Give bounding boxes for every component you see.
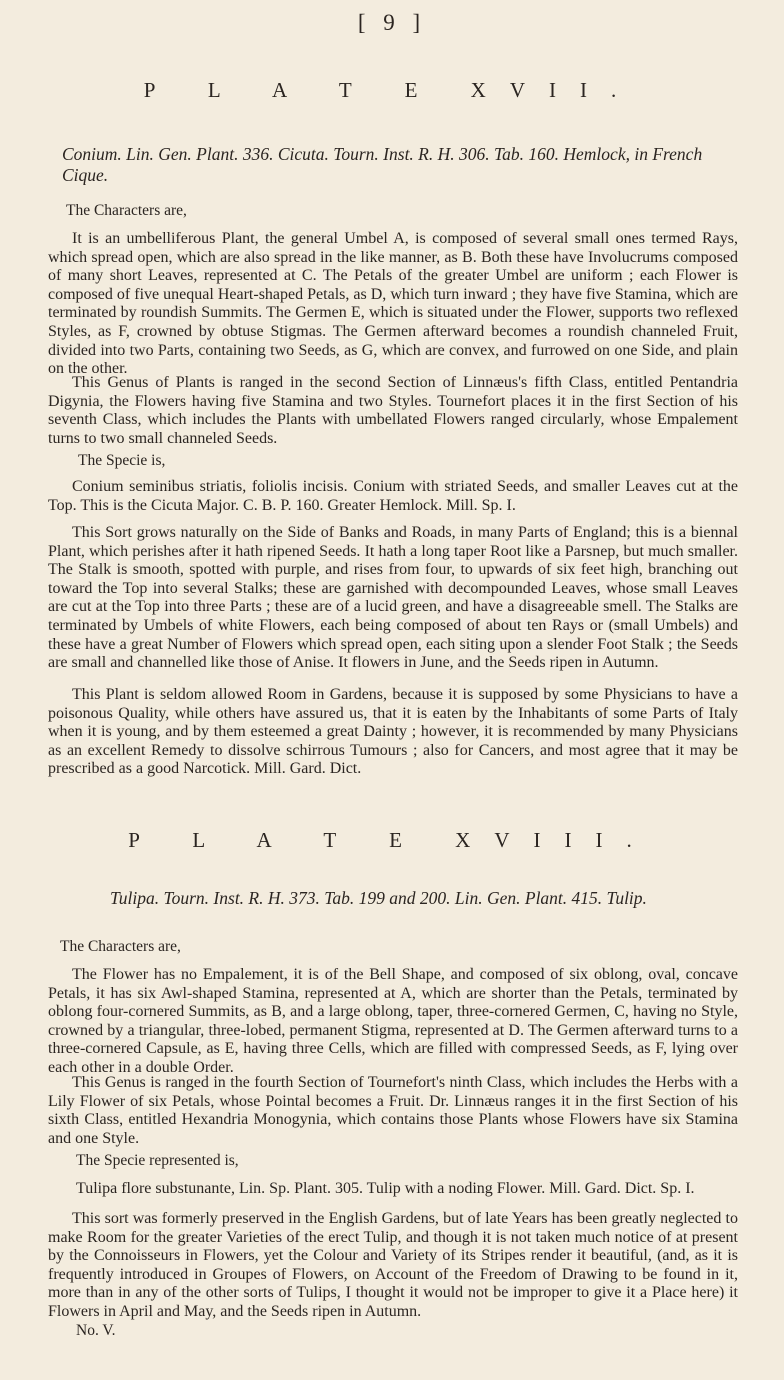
plate-17-genus: This Genus of Plants is ranged in the second Section of Linnæus's fifth Class, entitled Pentandria Digynia, the Flowers having five Stamina and two Styles. Tournefort places it in the first Section of his seventh Class, which includes the Plants with umbellated Flowers ranged circularly, whose Empalement turns to two small channeled Seeds. (48, 374, 738, 447)
plate-18-heading: P L A T E XVIII. (128, 828, 656, 852)
plate-18-synonymy: Tulipa. Tourn. Inst. R. H. 373. Tab. 199 and 200. Lin. Gen. Plant. 415. Tulip. (110, 888, 647, 908)
plate-17-synonymy: Conium. Lin. Gen. Plant. 336. Cicuta. Tourn. Inst. R. H. 306. Tab. 160. Hemlock, in French Cique. (62, 144, 703, 185)
plate-17-specie: Conium seminibus striatis, foliolis incisis. Conium with striated Seeds, and smaller Leaves cut at the Top. This is the Cicuta Major. C. B. P. 160. Greater Hemlock. Mill. Sp. I. (48, 478, 738, 514)
plate-18-specie-heading: The Specie represented is, (76, 1152, 239, 1169)
plate-18-history: This sort was formerly preserved in the English Gardens, but of late Years has been greatly neglected to make Room for the greater Varieties of the erect Tulip, and though it is not taken much notice of at present by the Connoisseurs in Flowers, yet the Colour and Variety of its Stripes render it beautiful, (and, as it is frequently introduced in Groupes of Flowers, on Account of the Freedom of Drawing to be found in it, more than in any of the other sorts of Tulips, I thought it would not be improper to give it a Place here) it Flowers in April and May, and the Seeds ripen in Autumn. (48, 1210, 738, 1320)
plate-17-specie-heading: The Specie is, (78, 452, 166, 469)
plate-18-specie: Tulipa flore substunante, Lin. Sp. Plant. 305. Tulip with a noding Flower. Mill. Gard. Dict. Sp. I. (76, 1180, 695, 1197)
plate-17-growth: This Sort grows naturally on the Side of Banks and Roads, in many Parts of England; this is a biennal Plant, which perishes after it hath ripened Seeds. It hath a long taper Root like a Parsnep, but much smaller. The Stalk is smooth, spotted with purple, and rises from four, to upwards of six feet high, branching out toward the Top into several Stalks; these are garnished with decompounded Leaves, whose small Leaves are cut at the Top into three Parts ; these are of a lucid green, and have a disagreeable smell. The Stalks are terminated by Umbels of white Flowers, each being composed of about ten Rays or (small Umbels) and these have a great Number of Flowers which spread open, each siting upon a slender Foot Stalk ; the Seeds are small and channelled like those of Anise. It flowers in June, and the Seeds ripen in Autumn. (48, 524, 738, 672)
plate-17-characters-heading: The Characters are, (66, 202, 187, 219)
plate-18-genus: This Genus is ranged in the fourth Section of Tournefort's ninth Class, which includes the Herbs with a Lily Flower of six Petals, whose Pointal becomes a Fruit. Dr. Linnæus ranges it in the first Section of his sixth Class, entitled Hexandria Monogynia, which contains those Plants whose Flowers have six Stamina and one Style. (48, 1074, 738, 1147)
plate-17-characters: It is an umbelliferous Plant, the general Umbel A, is composed of several small ones termed Rays, which spread open, which are also spread in the like manner, as B. Both these have Involucrums composed of many short Leaves, represented at C. The Petals of the greater Umbel are uniform ; each Flower is composed of five unequal Heart-shaped Petals, as D, which turn inward ; they have five Stamina, which are terminated by roundish Summits. The Germen E, which is situated under the Flower, supports two reflexed Styles, as F, crowned by obtuse Stigmas. The Germen afterward becomes a roundish channeled Fruit, divided into two Parts, containing two Seeds, as G, which are convex, and furrowed on one Side, and plain on the other. (48, 230, 738, 378)
plate-17-use: This Plant is seldom allowed Room in Gardens, because it is supposed by some Physicians to have a poisonous Quality, while others have assured us, that it is eaten by the Inhabitants of some Parts of Italy when it is young, and by them esteemed a great Dainty ; however, it is recommended by many Physicians as an excellent Remedy to dissolve schirrous Tumours ; also for Cancers, and most agree that it may be prescribed as a good Narcotick. Mill. Gard. Dict. (48, 686, 738, 778)
signature-mark: No. V. (76, 1322, 116, 1339)
plate-18-characters: The Flower has no Empalement, it is of the Bell Shape, and composed of six oblong, oval, concave Petals, it has six Awl-shaped Stamina, represented at A, which are shorter than the Petals, terminated by oblong four-cornered Summits, as B, and a large oblong, taper, three-cornered Germen, C, having no Style, crowned by a triangular, three-lobed, permanent Stigma, represented at D. The Germen afterward turns to a three-cornered Capsule, as E, having three Cells, which are filled with compressed Seeds, as F, lying over each other in a double Order. (48, 966, 738, 1076)
plate-17-heading: P L A T E XVII. (143, 78, 641, 102)
page-number: [ 9 ] (357, 10, 427, 35)
plate-18-characters-heading: The Characters are, (60, 938, 181, 955)
